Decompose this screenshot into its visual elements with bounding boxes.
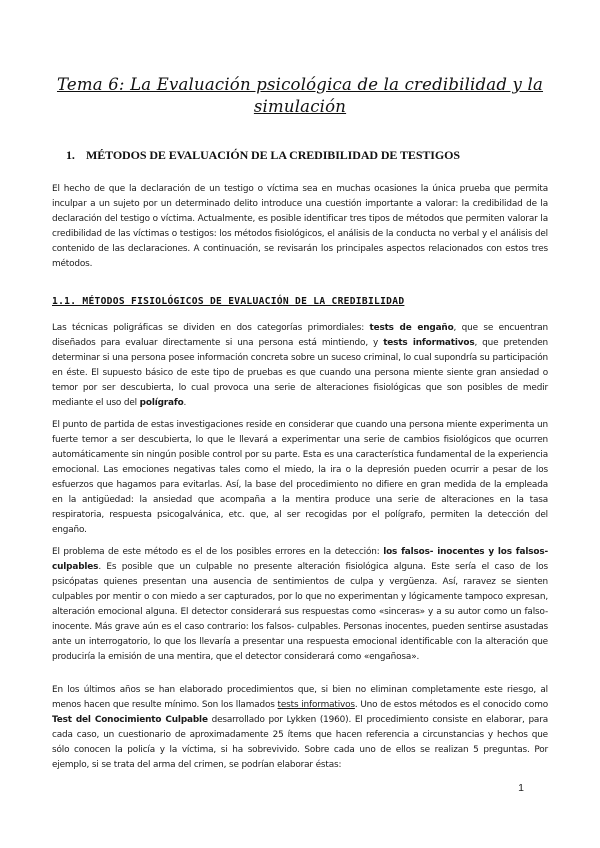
text-run: . [183, 398, 187, 408]
paragraph-polygraph-techniques [52, 321, 548, 411]
bold-term-deception-tests: tests de engaño [369, 323, 454, 333]
text-run: En los últimos años se han elaborado procedimientos que, si bien no eliminan completamente este riesgo, al menos hacen que resulte mínimo. Son los llamados [52, 685, 548, 710]
text-run: El problema de este método es el de los posibles errores en la detección: [52, 547, 384, 557]
text-run: . Uno de estos métodos es el conocido como [354, 700, 548, 710]
bold-term-polygraph: polígrafo [139, 398, 184, 408]
bold-term-informative-tests: tests informativos [383, 338, 475, 348]
paragraph-starting-point: El punto de partida de estas investigaciones reside en considerar que cuando una persona miente experimenta un fuerte temor a ser descubierta, lo que le llevará a experimentar una serie de cambios fisiológicos que ocurren automáticamente sin ningún posible control por su parte. Esta es una característica fundamental de la experiencia emocional. Las emociones negativas tales como el miedo, la ira o la depresión pueden ocurrir a pesar de los esfuerzos que hagamos para evitarlas. Así, la base del procedimiento no difiere en gran medida de la empleada en la antigüedad: la ansiedad que acompaña a la mentira produce una serie de alteraciones en la tasa respiratoria, respuesta psicogalvánica, etc. que, al ser recogidas por el polígrafo, permiten la detección del engaño. [52, 420, 548, 535]
document-title: Tema 6: La Evaluación psicológica de la credibilidad y la simulación [56, 75, 544, 116]
bold-term-false-results: los falsos- inocentes y los falsos-culpables [52, 547, 548, 572]
paragraph-informative-tests [52, 683, 548, 773]
section-number: 1. [66, 148, 75, 162]
page-number: 1 [518, 782, 524, 794]
text-run: Las técnicas poligráficas se dividen en dos categorías primordiales: [52, 323, 370, 333]
text-run: , que se encuentran diseñados para evaluar directamente si una persona está mintiendo, y [52, 323, 549, 348]
intro-paragraph: El hecho de que la declaración de un testigo o víctima sea en muchas ocasiones la única prueba que permita inculpar a un sujeto por un determinado delito introduce una cuestión importante a valorar: la credibilidad de la declaración del testigo o víctima. Actualmente, es posible identificar tres tipos de métodos que permiten valorar la credibilidad de las víctimas o testigos: los métodos fisiológicos, el análisis de la conducta no verbal y el análisis del contenido de las declaraciones. A continuación, se revisarán los principales aspectos relacionados con estos tres métodos. [52, 184, 548, 269]
subsection-heading-1-1: 1.1. MÉTODOS FISIOLÓGICOS DE EVALUACIÓN DE LA CREDIBILIDAD [52, 296, 405, 307]
text-run: . Es posible que un culpable no presente alteración fisiológica alguna. Este sería el caso de los psicópatas quienes presentan una ausencia de sentimientos de culpa y vergüenza. Así, raravez se sienten culpables por mentir o con miedo a ser capturados, por lo que no experimentan y lógicamente tampoco expresan, alteración emocional alguna. El detector considerará sus respuestas como «sinceras» y a su autor como un falso-inocente. Más grave aún es el caso contrario: los falsos- culpables. Personas inocentes, pueden sentirse asustadas ante un interrogatorio, lo que los llevaría a presentar una respuesta emocional identificable con la alteración que produciría la emisión de una mentira, que el detector considerará como «engañosa». [52, 562, 548, 662]
section-heading-1 [66, 148, 546, 163]
bold-term-guilty-knowledge-test: Test del Conocimiento Culpable [52, 715, 208, 725]
paragraph-detection-errors [52, 545, 548, 665]
underlined-term-informative-tests: tests informativos [277, 700, 355, 710]
text-run: desarrollado por Lykken (1960). El procedimiento consiste en elaborar, para cada caso, un cuestionario de aproximadamente 25 ítems que hacen referencia a circunstancias y hechos que sólo conocen la policía y la víctima, si ha sobrevivido. Sobre cada uno de ellos se realizan 5 preguntas. Por ejemplo, si se trata del arma del crimen, se podrían elaborar éstas: [52, 715, 549, 770]
section-heading-text: MÉTODOS DE EVALUACIÓN DE LA CREDIBILIDAD DE TESTIGOS [86, 148, 460, 162]
text-run: , que pretenden determinar si una persona posee información concreta sobre un suceso criminal, lo cual supondría su participación en éste. El supuesto básico de este tipo de pruebas es que cuando una persona miente siente gran ansiedad o temor por ser descubierta, lo cual provoca una serie de alteraciones fisiológicas que son posibles de medir mediante el uso del [52, 338, 548, 408]
